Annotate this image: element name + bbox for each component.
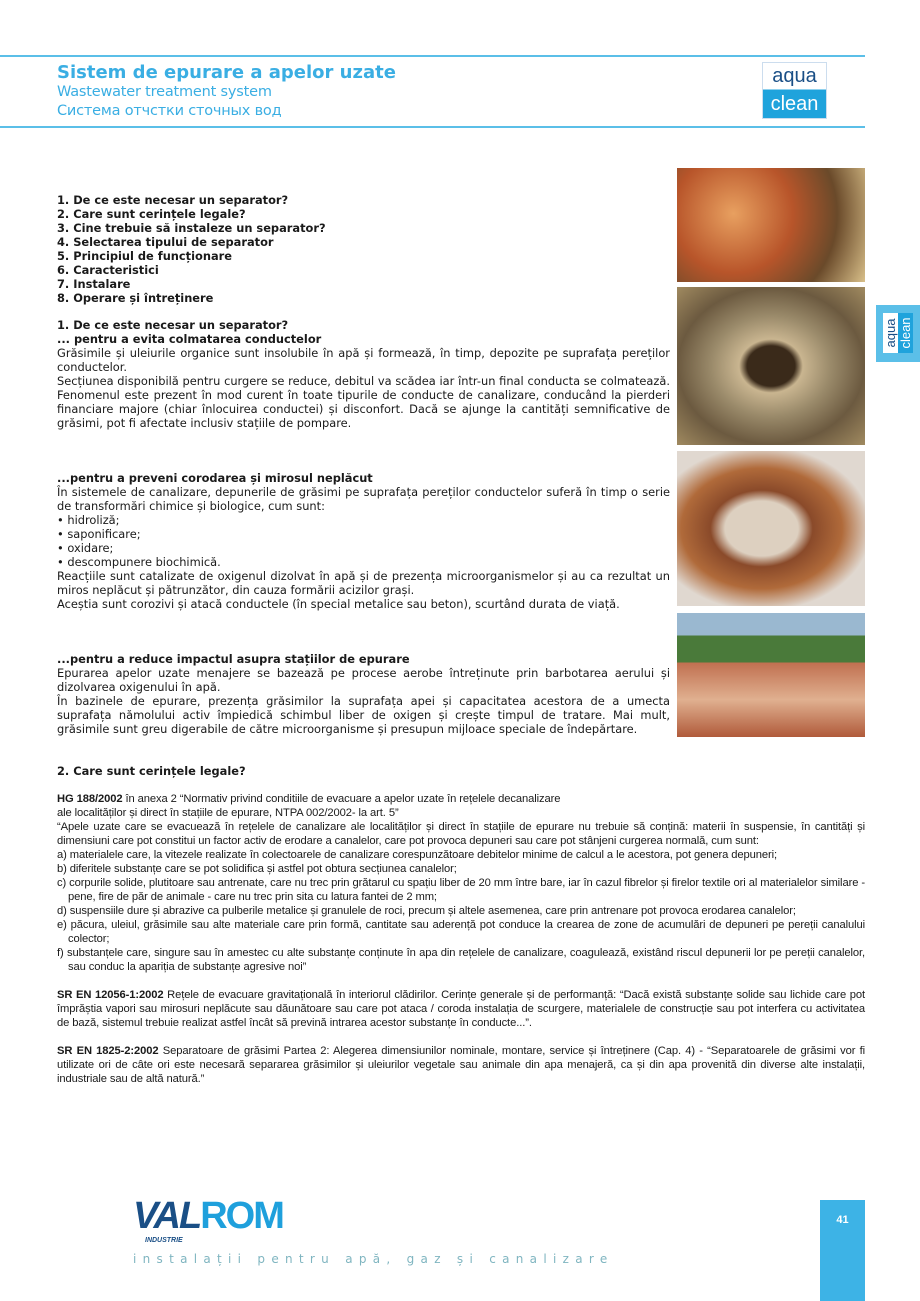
side-tab-aqua: aqua — [883, 313, 898, 353]
bullet-item: • saponificare; — [57, 527, 670, 541]
subtitle-ru: Система отчстки сточных вод — [57, 103, 282, 119]
subtitle-en: Wastewater treatment system — [57, 84, 272, 100]
subheading: ...pentru a preveni corodarea și mirosul neplăcut — [57, 471, 373, 485]
brand-industrie: INDUSTRIE — [145, 1237, 183, 1244]
subheading: ... pentru a evita colmatarea conductelor — [57, 332, 322, 346]
legal-item: b) diferitele substanțe care se pot solidifica și astfel pot obtura secțiunea canalelor; — [57, 863, 457, 875]
page-title: Sistem de epurare a apelor uzate — [57, 62, 396, 83]
corroded-pipe-photo — [677, 451, 865, 606]
sr1-text: Rețele de evacuare gravitațională în interiorul clădirilor. Cerințe generale și de performanță: “Dacă există substanțe solide sau lichide care pot împrăștia vapori sau mirosuri neplăcute sau dăunătoare sau care pot ataca / coroda instalația de scurgere, materialele de construcție sau pot interfera cu activitatea de bază, sistemul trebuie realizat astfel încât să prevină intrarea acestor substanțe în conducte...”. — [57, 989, 865, 1029]
valrom-logo — [133, 1196, 308, 1248]
page-number: 41 — [820, 1200, 865, 1301]
quote: “Apele uzate care se evacuează în rețelele de canalizare ale localităților și direct în stațiile de epurare nu trebuie să conțină: materii în suspensie, în cantități și dimensiuni care pot constitui un factor activ de erodare a canalelor, care pot provoca depuneri sau care pot stânjeni curgerea normală, cum sunt: — [57, 821, 865, 847]
legal-item: d) suspensiile dure și abrazive ca pulberile metalice și granulele de roci, precum și altele asemenea, care prin antrenare pot provoca erodarea canalelor; — [57, 905, 796, 917]
brand-val: VAL — [133, 1195, 201, 1237]
hg-text-2: ale localităților și direct în stațiile de epurare, NTPA 002/2002- la art. 5” — [57, 807, 399, 819]
bullet-item: • hidroliză; — [57, 513, 670, 527]
legal-item: a) materialele care, la vitezele realizate în colectoarele de canalizare corespunzătoare debitelor minime de calcul a le acestora, pot genera depuneri; — [57, 849, 777, 861]
treatment-plant-photo — [677, 613, 865, 737]
sr2-text: Separatoare de grăsimi Partea 2: Alegerea dimensiunilor nominale, montare, service și întreținere (Cap. 4) - “Separatoarele de grăsimi vor fi utilizate ori de câte ori este necesară separarea grăsimilor și uleiurilor vegetale sau animale din apa menajeră, ca și din apa provenită din diverse alte instalații, industriale sau de altă natură.” — [57, 1045, 865, 1085]
aqua-clean-side-tab — [876, 305, 920, 362]
section-2 — [57, 764, 865, 1086]
footer-tagline: instalații pentru apă, gaz și canalizare — [133, 1252, 614, 1266]
section-1-part-a — [57, 318, 670, 430]
section-2-heading: 2. Care sunt cerințele legale? — [57, 764, 246, 778]
paragraph: În sistemele de canalizare, depunerile de grăsimi pe suprafața pereților conductelor suferă în timp o serie de transformări chimice și biologice, cum sunt: — [57, 485, 670, 513]
paragraph: Reacțiile sunt catalizate de oxigenul dizolvat în apă și de prezența microorganismelor și au ca rezultat un miros neplăcut și pătrunzător, din cauza formării acizilor grași. — [57, 569, 670, 597]
header-rule-top — [0, 55, 865, 57]
legal-item: c) corpurile solide, plutitoare sau antrenate, care nu trec prin grătarul cu spațiu liber de 20 mm între bare, iar în cazul fibrelor și firelor textile ori al materialelor similare - pene, fire de păr de animale - care nu trec prin sita cu latura fantei de 2 mm; — [57, 877, 865, 903]
toc-item: 2. Care sunt cerințele legale? — [57, 207, 246, 221]
legal-item: f) substanțele care, singure sau în amestec cu alte substanțe conținute în apa din rețelele de canalizare, coagulează, existând riscul depunerii lor pe pereții canalelor, sau conduc la apariția de substanțe agresive noi” — [57, 947, 865, 973]
sr-en-12056 — [57, 988, 865, 1030]
clogged-pipe-photo — [677, 287, 865, 445]
section-1-part-c — [57, 652, 670, 736]
toc-item: 7. Instalare — [57, 277, 131, 291]
paragraph: Secțiunea disponibilă pentru curgere se reduce, debitul va scădea iar într-un final conducta se colmatează. Fenomenul este prezent în mod curent în toate tipurile de conducte de canalizare, conducând la pierderi financiare majore (chiar înlocuirea conductei) și disconfort. Dacă se ajunge la cantități semnificative de grăsimi, pot fi afectate inclusiv stațiile de pompare. — [57, 374, 670, 430]
bullet-item: • oxidare; — [57, 541, 670, 555]
sr-en-1825 — [57, 1044, 865, 1086]
subheading: ...pentru a reduce impactul asupra stațiilor de epurare — [57, 652, 410, 666]
paragraph: În bazinele de epurare, prezența grăsimilor la suprafața apei și capacitatea acestora de a umecta suprafața nămolului activ împiedică schimbul liber de oxigen și crește timpul de tratare. Mai mult, grăsimile sunt greu digerabile de către microorganisme și presupun mijloace speciale de îndepărtare. — [57, 694, 670, 736]
paragraph: Aceștia sunt corozivi și atacă conductele (în special metalice sau beton), scurtând durata de viață. — [57, 597, 620, 611]
bullet-list — [57, 513, 670, 569]
table-of-contents — [57, 193, 670, 305]
seafood-photo — [677, 168, 865, 282]
legal-item: e) păcura, uleiul, grăsimile sau alte materiale care prin formă, cantitate sau aderență pot conduce la crearea de zone de acumulări de depuneri pe pereții canalului colector; — [57, 919, 865, 945]
section-1-part-b — [57, 471, 670, 611]
section-2-legal — [57, 792, 865, 974]
header-rule-bottom — [0, 126, 865, 128]
side-tab-clean: clean — [898, 313, 913, 353]
brand-rom: ROM — [200, 1195, 283, 1237]
bullet-item: • descompunere biochimică. — [57, 555, 670, 569]
paragraph: Epurarea apelor uzate menajere se bazează pe procese aerobe întreținute prin barbotarea aerului și dizolvarea oxigenului în apă. — [57, 666, 670, 694]
toc-item: 4. Selectarea tipului de separator — [57, 235, 274, 249]
hg-reference: HG 188/2002 — [57, 793, 123, 805]
hg-text: în anexa 2 “Normativ privind conditiile de evacuare a apelor uzate în rețelele decanalizare — [122, 793, 561, 805]
aqua-clean-logo: aqua clean — [762, 62, 827, 119]
toc-item: 5. Principiul de funcționare — [57, 249, 232, 263]
paragraph: Grăsimile și uleiurile organice sunt insolubile în apă și formează, în timp, depozite pe suprafața pereților conductelor. — [57, 346, 670, 374]
toc-item: 8. Operare și întreținere — [57, 291, 214, 305]
section-heading: 1. De ce este necesar un separator? — [57, 318, 289, 332]
sr2-reference: SR EN 1825-2:2002 — [57, 1045, 159, 1057]
toc-item: 1. De ce este necesar un separator? — [57, 193, 289, 207]
sr1-reference: SR EN 12056-1:2002 — [57, 989, 164, 1001]
toc-item: 3. Cine trebuie să instaleze un separator? — [57, 221, 326, 235]
toc-item: 6. Caracteristici — [57, 263, 159, 277]
